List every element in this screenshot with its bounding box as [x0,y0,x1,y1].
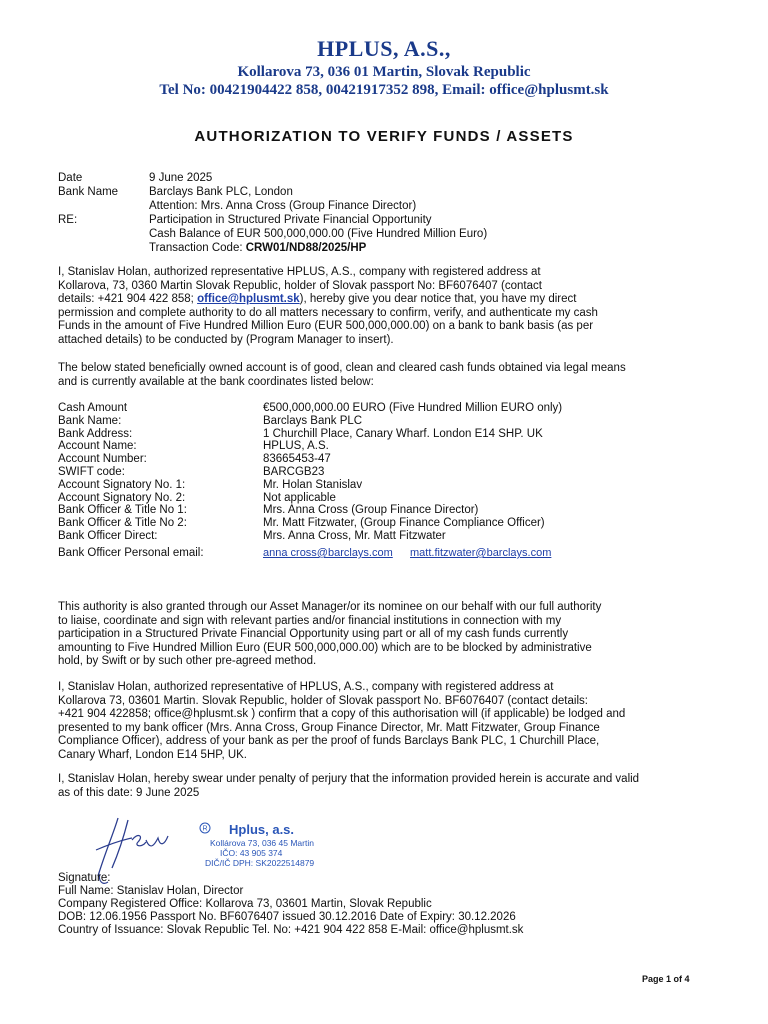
paragraph-line: permission and complete authority to do all matters necessary to confirm, verify, and authenticate my cash [58,306,598,319]
paragraph-line: Kollarova, 73, 0360 Martin Slovak Republic, holder of Slovak passport No: BF6076407 (contact [58,279,542,292]
paragraph-line: participation in a Structured Private Financial Opportunity using part or all of my cash funds currently [58,628,569,641]
document-title: AUTHORIZATION TO VERIFY FUNDS / ASSETS [194,128,574,145]
paragraph-text: details: +421 904 422 858; [58,293,198,306]
stamp-vat: DIČ/IČ DPH: SK2022514879 [205,858,315,868]
stamp-ico: IČO: 43 905 374 [220,848,283,858]
detail-value: Mrs. Anna Cross, Mr. Matt Fitzwater [263,530,446,542]
officer-email-1[interactable]: anna cross@barclays.com [263,547,393,559]
transaction-code-label: Transaction Code: [149,242,246,254]
paragraph-line: This authority is also granted through our Asset Manager/or its nominee on our behalf with our full authority [58,601,602,613]
re-line-2: Cash Balance of EUR 500,000,000.00 (Five Hundred Million Euro) [149,228,488,240]
date-value: 9 June 2025 [149,172,213,184]
detail-label: Account Number: [58,453,147,466]
bank-name-label: Bank Name [58,186,119,198]
detail-label: Bank Name: [58,414,122,427]
detail-value: HPLUS, A.S. [263,440,329,453]
stamp-address: Kollárova 73, 036 45 Martin [210,838,314,848]
signer-country-contact: Country of Issuance: Slovak Republic Tel. No: +421 904 422 858 E-Mail: office@hplusmt.sk [58,924,524,936]
detail-value: Mr. Matt Fitzwater, (Group Finance Compliance Officer) [263,517,545,530]
detail-label: Account Signatory No. 2: [58,491,186,504]
paragraph-line: attached details) to be conducted by (Program Manager to insert). [58,333,394,346]
account-intro-paragraph [58,362,710,389]
company-registered-office: Company Registered Office: Kollarova 73, 03601 Martin, Slovak Republic [58,898,432,910]
detail-label: Account Name: [58,440,137,453]
officer-email-label: Bank Officer Personal email: [58,547,204,559]
paragraph-line: and is currently available at the bank coordinates listed below: [58,375,374,388]
paragraph-line: I, Stanislav Holan, authorized representative of HPLUS, A.S., company with registered address at [58,681,554,693]
paragraph-line: Canary Wharf, London E14 5HP, UK. [58,748,248,761]
stamp-company-name: Hplus, a.s. [229,822,295,837]
paragraph-line: The below stated beneficially owned account is of good, clean and cleared cash funds obtained via legal means [58,362,626,374]
detail-value: €500,000,000.00 EURO (Five Hundred Million EURO only) [263,402,563,414]
paragraph-line: +421 904 422858; office@hplusmt.sk ) confirm that a copy of this authorisation will (if applicable) be lodged and [58,708,626,721]
company-name: HPLUS, A.S., [317,36,451,61]
detail-label: Cash Amount [58,402,128,414]
paragraph-line: Kollarova 73, 03601 Martin. Slovak Republic, holder of Slovak passport No. BF6076407 (contact details: [58,694,588,707]
paragraph-line [58,293,710,307]
officer-email-2[interactable]: matt.fitzwater@barclays.com [410,547,552,559]
re-line-1: Participation in Structured Private Financial Opportunity [149,214,432,226]
re-label: RE: [58,214,78,226]
company-contact: Tel No: 00421904422 858, 00421917352 898, Email: office@hplusmt.sk [159,82,609,98]
detail-value: BARCGB23 [263,466,325,478]
detail-label: Account Signatory No. 1: [58,478,186,491]
paragraph-line: Compliance Officer), address of your bank as per the proof of funds Barclays Bank PLC, 1 Churchill Place, [58,735,600,748]
detail-value: 83665453-47 [263,453,331,466]
signer-dob-passport: DOB: 12.06.1956 Passport No. BF6076407 issued 30.12.2016 Date of Expiry: 30.12.2026 [58,911,516,923]
paragraph-line: amounting to Five Hundred Million Euro (EUR 500,000,000.00) which are to be blocked by administrative [58,641,592,654]
paragraph-line: I, Stanislav Holan, hereby swear under penalty of perjury that the information provided herein is accurate and valid [58,773,640,785]
signature-label: Signature: [58,872,111,884]
company-address: Kollarova 73, 036 01 Martin, Slovak Republic [237,64,531,80]
paragraph-line: I, Stanislav Holan, authorized representative HPLUS, A.S., company with registered address at [58,266,541,278]
perjury-paragraph [58,773,710,800]
detail-label: Bank Officer & Title No 1: [58,504,187,517]
asset-manager-paragraph [58,601,710,669]
detail-label: Bank Officer Direct: [58,530,158,542]
paragraph-line: as of this date: 9 June 2025 [58,786,200,799]
svg-text:R: R [202,825,208,833]
registered-mark-icon [199,822,211,834]
detail-label: Bank Address: [58,427,133,440]
page-number: Page 1 of 4 [642,974,690,984]
authorization-paragraph [58,266,710,348]
confirmation-paragraph [58,681,710,763]
detail-value: Mrs. Anna Cross (Group Finance Director) [263,504,479,517]
paragraph-line: Funds in the amount of Five Hundred Million Euro (EUR 500,000,000.00) on a bank to bank basis (as per [58,320,594,333]
attention-line: Attention: Mrs. Anna Cross (Group Finance Director) [149,200,417,212]
detail-value: Mr. Holan Stanislav [263,478,363,491]
paragraph-text: ), hereby give you dear notice that, you have my direct [299,293,577,306]
paragraph-line: hold, by Swift or by such other pre-agreed method. [58,655,317,668]
transaction-code-line [149,242,366,254]
email-link[interactable]: office@hplusmt.sk [197,293,300,306]
paragraph-line: to liaise, coordinate and sign with relevant parties and/or financial institutions in connection with my [58,614,562,627]
detail-value: Barclays Bank PLC [263,414,363,427]
paragraph-line: presented to my bank officer (Mrs. Anna Cross, Group Finance Director, Mr. Matt Fitzwater, Group Finance [58,721,600,734]
detail-value: 1 Churchill Place, Canary Wharf. London E14 SHP. UK [263,427,543,440]
signer-full-name: Full Name: Stanislav Holan, Director [58,885,244,897]
detail-label: Bank Officer & Title No 2: [58,517,187,530]
detail-label: SWIFT code: [58,466,125,478]
bank-name-value: Barclays Bank PLC, London [149,186,293,198]
transaction-code: CRW01/ND88/2025/HP [245,242,367,254]
detail-value: Not applicable [263,491,336,504]
date-label: Date [58,172,83,184]
